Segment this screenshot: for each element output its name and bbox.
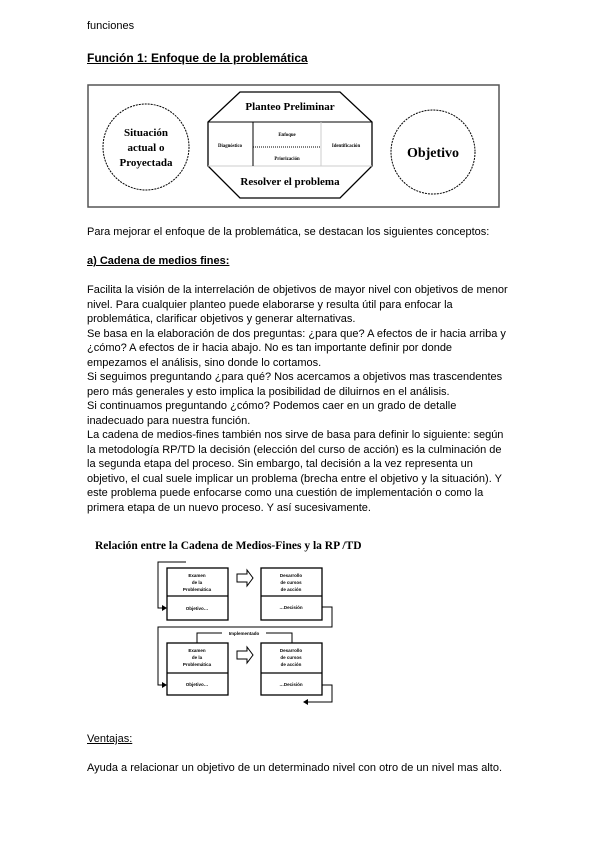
paragraph-line: Se basa en la elaboración de dos preguntas: ¿para que? A efectos de ir hacia arriba y: [87, 327, 506, 340]
dev-line: de cursos: [280, 655, 302, 660]
exam-line: Examen: [188, 573, 206, 578]
left-circle-line: Situación: [123, 127, 169, 139]
dev-line: de cursos: [280, 580, 302, 585]
left-circle-line: Proyectada: [119, 157, 173, 169]
objetivo-text: Objetivo…: [185, 606, 209, 611]
paragraph-line: La cadena de medios-fines también nos sirve de basa para definir lo siguiente: según: [87, 429, 504, 441]
left-circle-line: actual o: [127, 142, 165, 154]
dev-line: Desarrollo: [279, 648, 303, 653]
paragraph-line: ¿cómo? A efectos de ir hacia abajo. No es tan importante definir por donde: [87, 342, 453, 354]
paragraph-line: primera etapa de un nuevo proceso. Y así sucesivamente.: [87, 501, 371, 514]
dev-line: de acción: [280, 587, 302, 592]
priorizacion-label: Priorización: [274, 157, 300, 162]
paragraph-line: nivel. Para cualquier planteo puede elaborarse y resulta útil para enfocar la: [87, 298, 453, 311]
identificacion-label: Identificación: [331, 144, 361, 149]
dev-line: Desarrollo: [279, 573, 303, 578]
exam-line: Examen: [188, 648, 206, 653]
paragraph-line: Si seguimos preguntando ¿para qué? Nos acercamos a objetivos mas trascendentes: [87, 371, 503, 383]
subheading: a) Cadena de medios fines:: [87, 255, 230, 267]
enfoque-label: Enfoque: [278, 133, 296, 138]
section-title: Función 1: Enfoque de la problemática: [87, 51, 308, 65]
paragraph-line: este problema puede enfocarse como una cuestión de implementación o como la: [87, 487, 484, 499]
ventajas-text: Ayuda a relacionar un objetivo de un determinado nivel con otro de un nivel mas alto.: [87, 762, 503, 774]
objetivo-text: Objetivo…: [185, 682, 209, 687]
diagnostico-label: Diagnóstico: [218, 144, 242, 149]
dev-line: de acción: [280, 662, 302, 667]
page-header: funciones: [87, 20, 135, 32]
paragraph-line: objetivo, el cual suele implicar un problema (brecha entre el objetivo y la situación). Y: [87, 472, 502, 485]
paragraph-line: problemática, clarificar objetivos y generar alternativas.: [87, 313, 356, 325]
paragraph-line: la metodología RP/TD la decisión (elección del curso de acción) es la culminación de: [87, 443, 502, 456]
exam-line: de la: [191, 655, 203, 660]
diagram2-title: Relación entre la Cadena de Medios-Fines y la RP /TD: [95, 540, 362, 552]
implementado-label: Implementado: [228, 631, 260, 636]
planteo-label: Planteo Preliminar: [245, 101, 335, 113]
paragraph-line: la segunda etapa del proceso. Sin embargo, tal decisión a la vez representa un: [87, 458, 473, 470]
ventajas-label: Ventajas:: [87, 733, 133, 745]
paragraph-line: empezamos el análisis, sino donde lo cortamos.: [87, 356, 322, 369]
paragraph-line: inadecuado para nuestra función.: [87, 414, 251, 427]
paragraph: [87, 283, 508, 515]
paragraph-line: pero más generales y esto implica la posibilidad de diluirnos en el análisis.: [87, 385, 450, 398]
decision-text: …Decisión: [279, 605, 303, 610]
paragraph-line: Facilita la visión de la interrelación de objetivos de mayor nivel con objetivos de menor: [87, 284, 508, 296]
exam-line: Problemática: [182, 587, 212, 592]
decision-text: …Decisión: [279, 682, 303, 687]
objetivo-label: Objetivo: [406, 146, 460, 161]
paragraph-line: Si continuamos preguntando ¿cómo? Podemos caer en un grado de detalle: [87, 400, 457, 412]
exam-line: Problemática: [182, 662, 212, 667]
resolver-label: Resolver el problema: [240, 176, 340, 188]
exam-line: de la: [191, 580, 203, 585]
intro-text: Para mejorar el enfoque de la problemática, se destacan los siguientes conceptos:: [87, 226, 490, 238]
